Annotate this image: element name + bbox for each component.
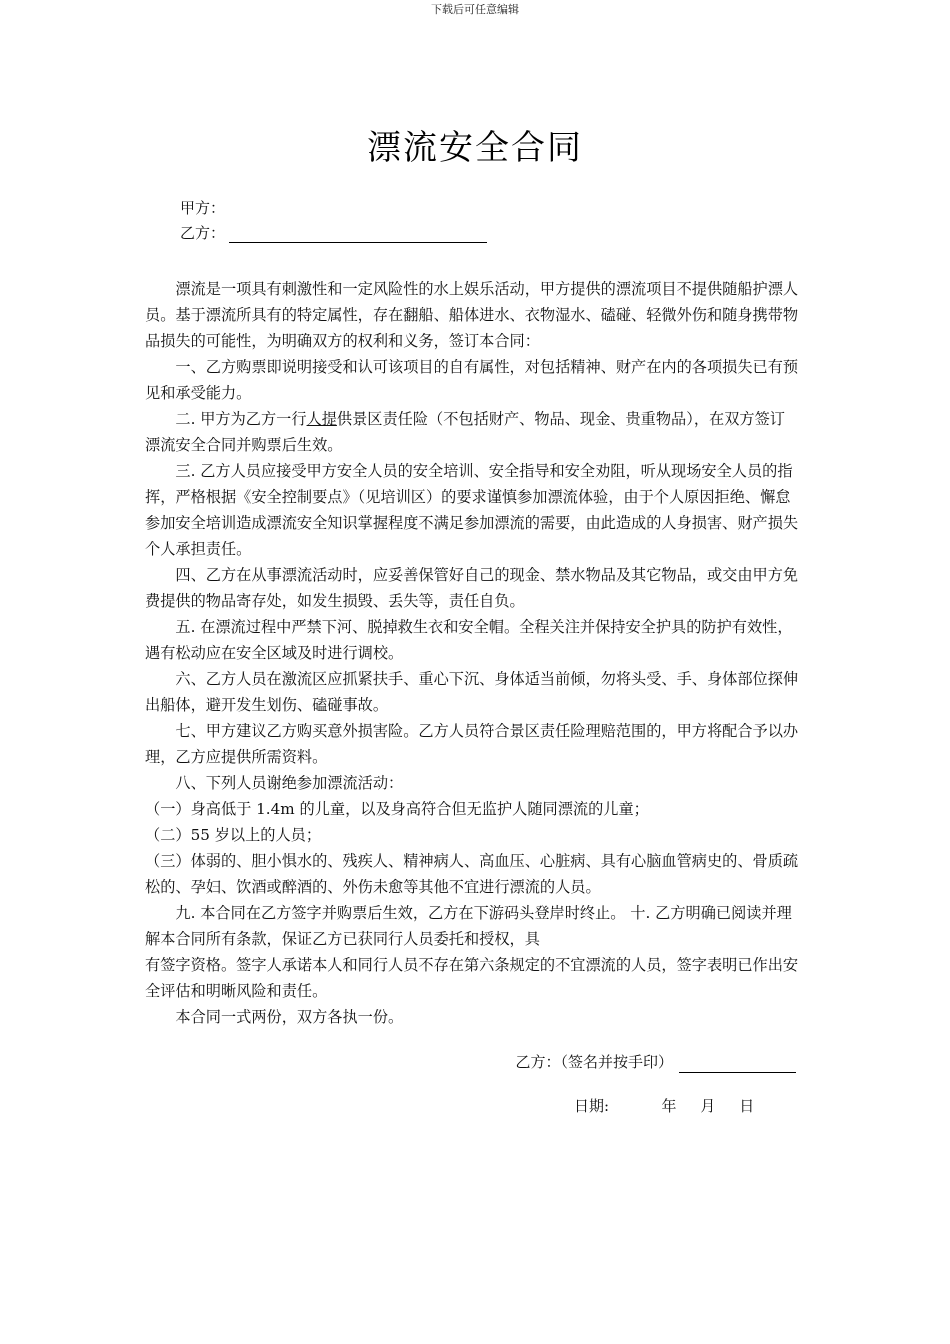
signature-blank (679, 1056, 796, 1073)
clause-3: 三. 乙方人员应接受甲方安全人员的安全培训、安全指导和安全劝阻，听从现场安全人员的指挥，严格根据《安全控制要点》（见培训区）的要求谨慎参加漂流体验，由于个人原因拒绝、懈怠参加安全培训造成漂流安全知识掌握程度不满足参加漂流的需要，由此造成的人身损害、财产损失个人承担责任。 (145, 462, 799, 558)
clause-7: 七、甲方建议乙方购买意外损害险。乙方人员符合景区责任险理赔范围的，甲方将配合予以办理，乙方应提供所需资料。 (145, 722, 799, 766)
intro-paragraph: 漂流是一项具有刺激性和一定风险性的水上娱乐活动，甲方提供的漂流项目不提供随船护漂人员。基于漂流所具有的特定属性，存在翻船、船体进水、衣物湿水、磕碰、轻微外伤和随身携带物品损失的可能性，为明确双方的权利和义务，签订本合同： (145, 280, 799, 350)
clause-2 (145, 406, 800, 458)
signature-line (515, 1051, 796, 1073)
date-label: 日期: (574, 1097, 610, 1115)
clause-2-part-a: 二. 甲方为乙方一行 (175, 410, 307, 428)
clause-2-underlined: 人提 (306, 410, 337, 428)
contract-body (145, 276, 800, 1030)
party-a-line (180, 198, 225, 218)
clause-2-part-b: 供景区责任险（不包括财产、物品、现金、贵重物品），在双方签订漂流安全合同并购票后生效。 (145, 410, 785, 454)
closing-paragraph: 本合同一式两份，双方各执一份。 (175, 1008, 404, 1026)
signature-label: 乙方：（签名并按手印） (515, 1053, 673, 1071)
date-line (574, 1095, 754, 1117)
clause-1: 一、乙方购票即说明接受和认可该项目的自有属性，对包括精神、财产在内的各项损失已有预见和承受能力。 (145, 358, 799, 402)
date-month: 月 (700, 1097, 716, 1115)
clause-10-continued: 有签字资格。签字人承诺本人和同行人员不存在第六条规定的不宜漂流的人员，签字表明已作出安全评估和明晰风险和责任。 (145, 956, 799, 1000)
clause-5: 五. 在漂流过程中严禁下河、脱掉救生衣和安全帽。全程关注并保持安全护具的防护有效性，遇有松动应在安全区域及时进行调校。 (145, 618, 793, 662)
party-a-label: 甲方： (180, 199, 226, 217)
party-b-line (180, 223, 487, 243)
header-note: 下载后可任意编辑 (431, 3, 519, 16)
clause-9-10: 九. 本合同在乙方签字并购票后生效，乙方在下游码头登岸时终止。 十. 乙方明确已阅读并理解本合同所有条款，保证乙方已获同行人员委托和授权，具 (145, 904, 792, 948)
clause-8: 八、下列人员谢绝参加漂流活动： (175, 774, 404, 792)
clause-8-item-3: （三）体弱的、胆小惧水的、残疾人、精神病人、高血压、心脏病、具有心脑血管病史的、骨质疏松的、孕妇、饮酒或醉酒的、外伤未愈等其他不宜进行漂流的人员。 (145, 852, 799, 896)
clause-8-item-1: （一）身高低于 1.4m 的儿童，以及身高符合但无监护人随同漂流的儿童； (145, 800, 649, 818)
date-day: 日 (739, 1097, 755, 1115)
party-b-blank (229, 226, 487, 243)
party-b-label: 乙方： (180, 224, 226, 242)
page-title: 漂流安全合同 (367, 128, 583, 168)
clause-6: 六、乙方人员在激流区应抓紧扶手、重心下沉、身体适当前倾，勿将头受、手、身体部位探伸出船体，避开发生划伤、磕碰事故。 (145, 670, 799, 714)
clause-4: 四、乙方在从事漂流活动时，应妥善保管好自己的现金、禁水物品及其它物品，或交由甲方免费提供的物品寄存处，如发生损毁、丢失等，责任自负。 (145, 566, 799, 610)
clause-8-item-2: （二）55 岁以上的人员； (145, 826, 322, 844)
date-year: 年 (661, 1097, 677, 1115)
